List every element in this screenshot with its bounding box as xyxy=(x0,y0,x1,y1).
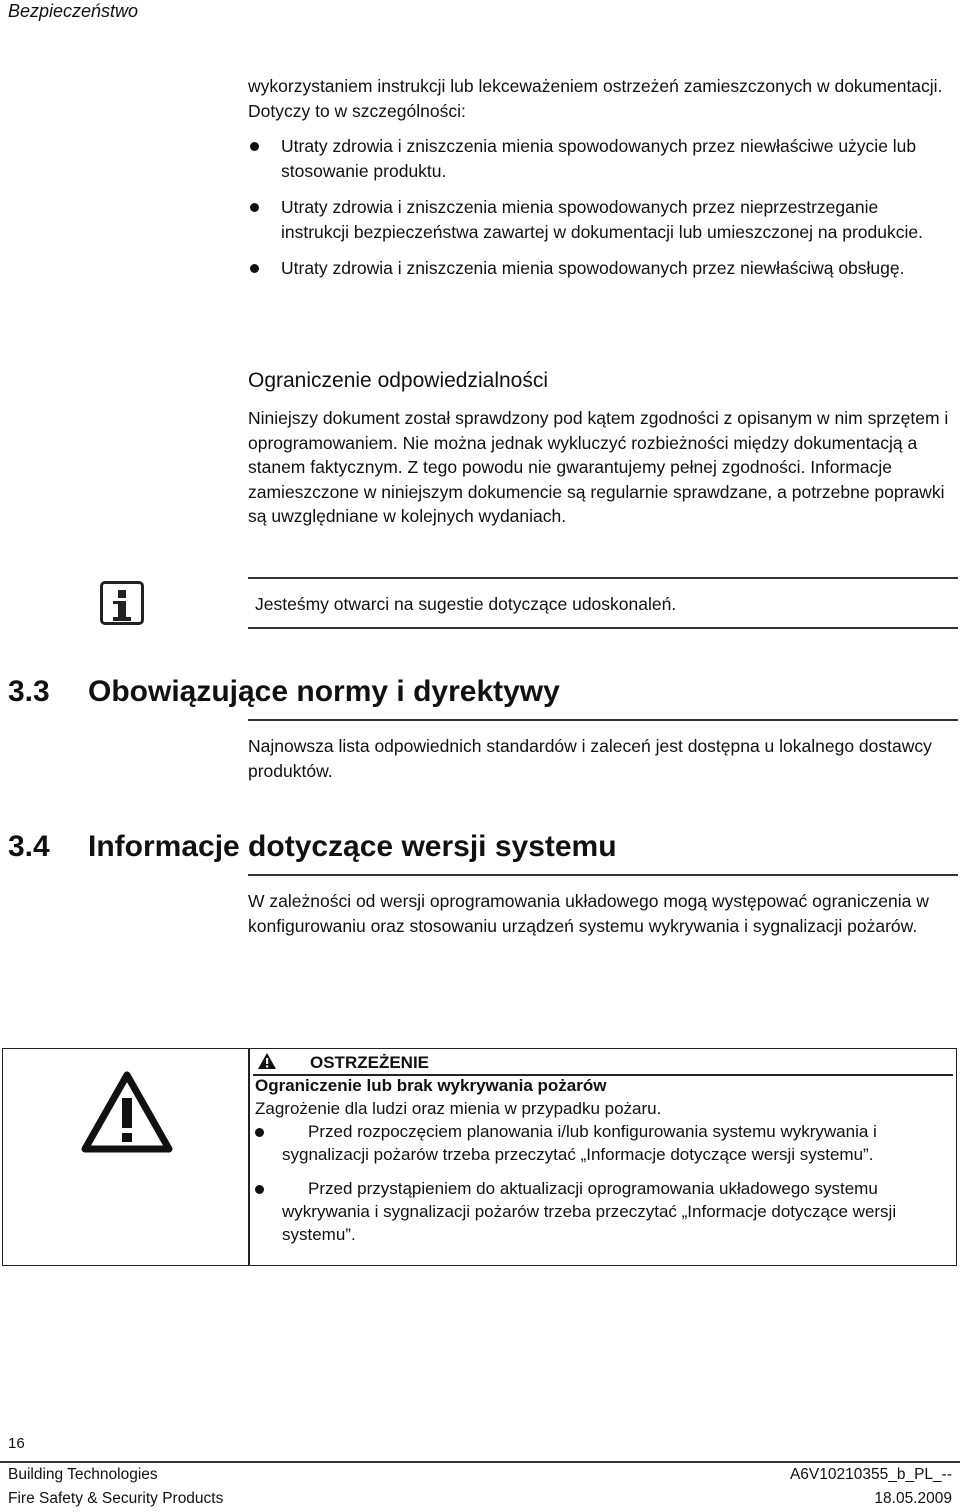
section-paragraph: W zależności od wersji oprogramowania układowego mogą występować ograniczenia w konfigurowaniu oraz stosowaniu urządzeń systemu wykrywania i sygnalizacji pożarów. xyxy=(248,891,929,936)
list-item xyxy=(248,134,948,183)
warning-text: Zagrożenie dla ludzi oraz mienia w przypadku pożaru. xyxy=(255,1099,662,1118)
list-item-text: Przed rozpoczęciem planowania i/lub konfigurowania systemu wykrywania i sygnalizacji pożarów trzeba przeczytać „Informacje dotyczące wersji systemu”. xyxy=(282,1122,877,1164)
list-item xyxy=(248,256,948,281)
list-item xyxy=(255,1120,955,1166)
warning-label: OSTRZEŻENIE xyxy=(310,1053,430,1072)
list-item-text: Utraty zdrowia i zniszczenia mienia spowodowanych przez nieprzestrzeganie instrukcji bezpieczeństwa zawartej w dokumentacji lub umieszczonej na produkcie. xyxy=(281,197,923,242)
footer-doc-id: A6V10210355_b_PL_-- xyxy=(789,1466,952,1483)
warning-subtitle: Ograniczenie lub brak wykrywania pożarów xyxy=(255,1076,607,1095)
intro-paragraph: wykorzystaniem instrukcji lub lekceważeniem ostrzeżeń zamieszczonych w dokumentacji. Dotyczy to w szczególności: xyxy=(248,76,943,121)
info-icon xyxy=(100,581,144,625)
warning-header xyxy=(255,1051,953,1073)
warning-bullet-list xyxy=(255,1120,955,1257)
footer-company: Building Technologies xyxy=(8,1466,158,1483)
section-number: 3.3 xyxy=(8,675,50,708)
liability-paragraph: Niniejszy dokument został sprawdzony pod kątem zgodności z opisanym w nim sprzętem i oprogramowaniem. Nie można jednak wykluczyć rozbieżności między dokumentacją a stanem faktycznym. Z tego powodu nie gwarantujemy pełnej zgodności. Informacje zamieszczone w niniejszym dokumencie są regularnie sprawdzane, a potrzebne poprawki są uwzględniane w kolejnych wydaniach. xyxy=(248,408,949,526)
page-number: 16 xyxy=(8,1435,25,1452)
warning-box xyxy=(2,1048,957,1266)
footer-rule xyxy=(0,1461,960,1463)
bullet-icon xyxy=(250,142,259,151)
note-top-rule xyxy=(248,577,958,579)
footer-division: Fire Safety & Security Products xyxy=(8,1490,224,1507)
warning-triangle-icon xyxy=(81,1071,173,1153)
liability-heading: Ograniczenie odpowiedzialności xyxy=(248,369,549,392)
list-item xyxy=(255,1177,955,1246)
note-bottom-rule xyxy=(248,627,958,629)
bullet-icon xyxy=(255,1128,264,1137)
bullet-icon xyxy=(250,203,259,212)
intro-bullet-list xyxy=(248,134,948,293)
section-number: 3.4 xyxy=(8,830,50,863)
section-rule xyxy=(248,719,958,721)
bullet-icon xyxy=(255,1185,264,1194)
warning-divider xyxy=(248,1049,250,1265)
section-rule xyxy=(248,874,958,876)
list-item-text: Utraty zdrowia i zniszczenia mienia spowodowanych przez niewłaściwą obsługę. xyxy=(281,258,905,278)
bullet-icon xyxy=(250,264,259,273)
list-item-text: Utraty zdrowia i zniszczenia mienia spowodowanych przez niewłaściwe użycie lub stosowanie produktu. xyxy=(281,136,917,181)
running-header: Bezpieczeństwo xyxy=(8,1,139,21)
section-title: Informacje dotyczące wersji systemu xyxy=(88,830,617,863)
section-title: Obowiązujące normy i dyrektywy xyxy=(88,675,560,708)
section-paragraph: Najnowsza lista odpowiednich standardów i zaleceń jest dostępna u lokalnego dostawcy produktów. xyxy=(248,736,932,781)
footer-date: 18.05.2009 xyxy=(874,1490,952,1507)
note-text: Jesteśmy otwarci na sugestie dotyczące udoskonaleń. xyxy=(255,594,677,614)
list-item xyxy=(248,195,948,244)
warning-small-icon xyxy=(257,1052,277,1070)
list-item-text: Przed przystąpieniem do aktualizacji oprogramowania układowego systemu wykrywania i sygnalizacji pożarów trzeba przeczytać „Informacje dotyczące wersji systemu”. xyxy=(282,1179,897,1244)
